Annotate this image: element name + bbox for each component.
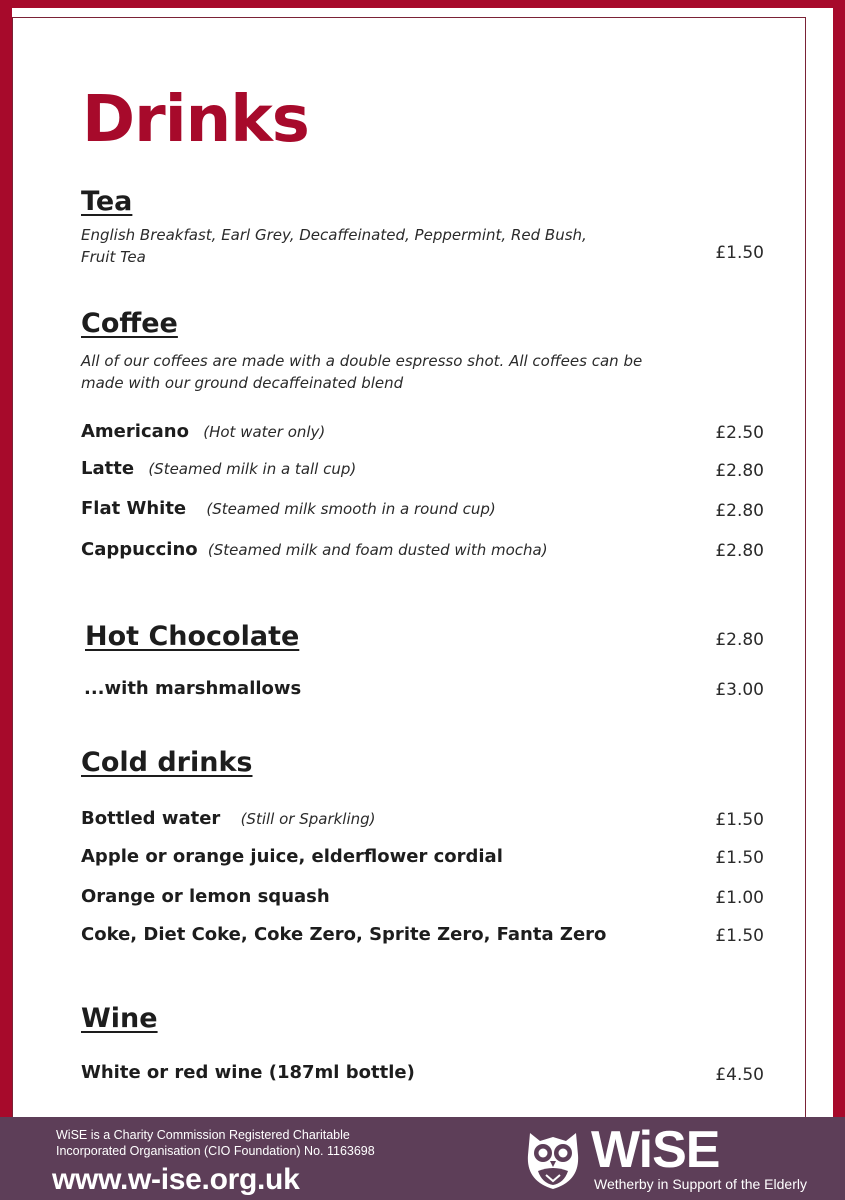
cold-drinks-heading: Cold drinks: [81, 747, 253, 778]
menu-item-squash: Orange or lemon squash: [81, 886, 330, 907]
charity-statement: [56, 1127, 375, 1159]
charity-statement-line-1: WiSE is a Charity Commission Registered Charitable: [56, 1128, 350, 1142]
website-link[interactable]: www.w-ise.org.uk: [52, 1163, 300, 1196]
item-name: Bottled water: [81, 808, 221, 829]
logo-wordmark: WiSE: [591, 1121, 720, 1179]
menu-item-bottled-water: [81, 807, 376, 831]
squash-price: £1.00: [715, 888, 764, 908]
tea-price: £1.50: [715, 243, 764, 263]
item-name: Americano: [81, 421, 189, 442]
item-name: Cappuccino: [81, 539, 198, 560]
coffee-heading: Coffee: [81, 308, 178, 339]
coffee-description-line-1: All of our coffees are made with a double espresso shot. All coffees can be: [81, 352, 643, 370]
menu-item-soft-drinks: Coke, Diet Coke, Coke Zero, Sprite Zero, Fanta Zero: [81, 924, 607, 945]
hot-chocolate-heading: Hot Chocolate: [85, 621, 300, 652]
tea-description-line-1: English Breakfast, Earl Grey, Decaffeinated, Peppermint, Red Bush,: [81, 226, 587, 244]
latte-price: £2.80: [715, 461, 764, 481]
item-note: (Hot water only): [203, 423, 326, 441]
item-name: Flat White: [81, 498, 187, 519]
item-name: Latte: [81, 458, 135, 479]
item-note: (Steamed milk smooth in a round cup): [206, 500, 496, 518]
soft-drinks-price: £1.50: [715, 926, 764, 946]
owl-logo-icon: [524, 1125, 582, 1191]
menu-item-latte: [81, 457, 356, 481]
logo-tagline: Wetherby in Support of the Elderly: [594, 1176, 807, 1192]
charity-statement-line-2: Incorporated Organisation (CIO Foundation) No. 1163698: [56, 1144, 375, 1158]
item-note: (Steamed milk and foam dusted with mocha): [207, 541, 548, 559]
hot-chocolate-price: £2.80: [715, 630, 764, 650]
menu-item-flat-white: [81, 497, 496, 521]
bottled-water-price: £1.50: [715, 810, 764, 830]
menu-item-juice: Apple or orange juice, elderflower cordial: [81, 846, 503, 867]
menu-item-wine: White or red wine (187ml bottle): [81, 1062, 415, 1083]
wine-price: £4.50: [715, 1065, 764, 1085]
wine-heading: Wine: [81, 1003, 158, 1034]
page-border: [12, 17, 806, 1127]
item-note: (Steamed milk in a tall cup): [148, 460, 357, 478]
menu-item-americano: [81, 420, 325, 444]
juice-price: £1.50: [715, 848, 764, 868]
item-note: (Still or Sparkling): [240, 810, 376, 828]
tea-description-line-2: Fruit Tea: [81, 248, 146, 266]
marshmallows-price: £3.00: [715, 680, 764, 700]
tea-description: [81, 224, 587, 268]
flat-white-price: £2.80: [715, 501, 764, 521]
menu-item-cappuccino: [81, 538, 548, 562]
coffee-description: [81, 350, 642, 394]
page-title: Drinks: [82, 83, 309, 157]
footer: [0, 1117, 845, 1200]
americano-price: £2.50: [715, 423, 764, 443]
menu-item-marshmallows: ...with marshmallows: [84, 678, 302, 699]
coffee-description-line-2: made with our ground decaffeinated blend: [81, 374, 404, 392]
tea-heading: Tea: [81, 186, 133, 217]
cappuccino-price: £2.80: [715, 541, 764, 561]
